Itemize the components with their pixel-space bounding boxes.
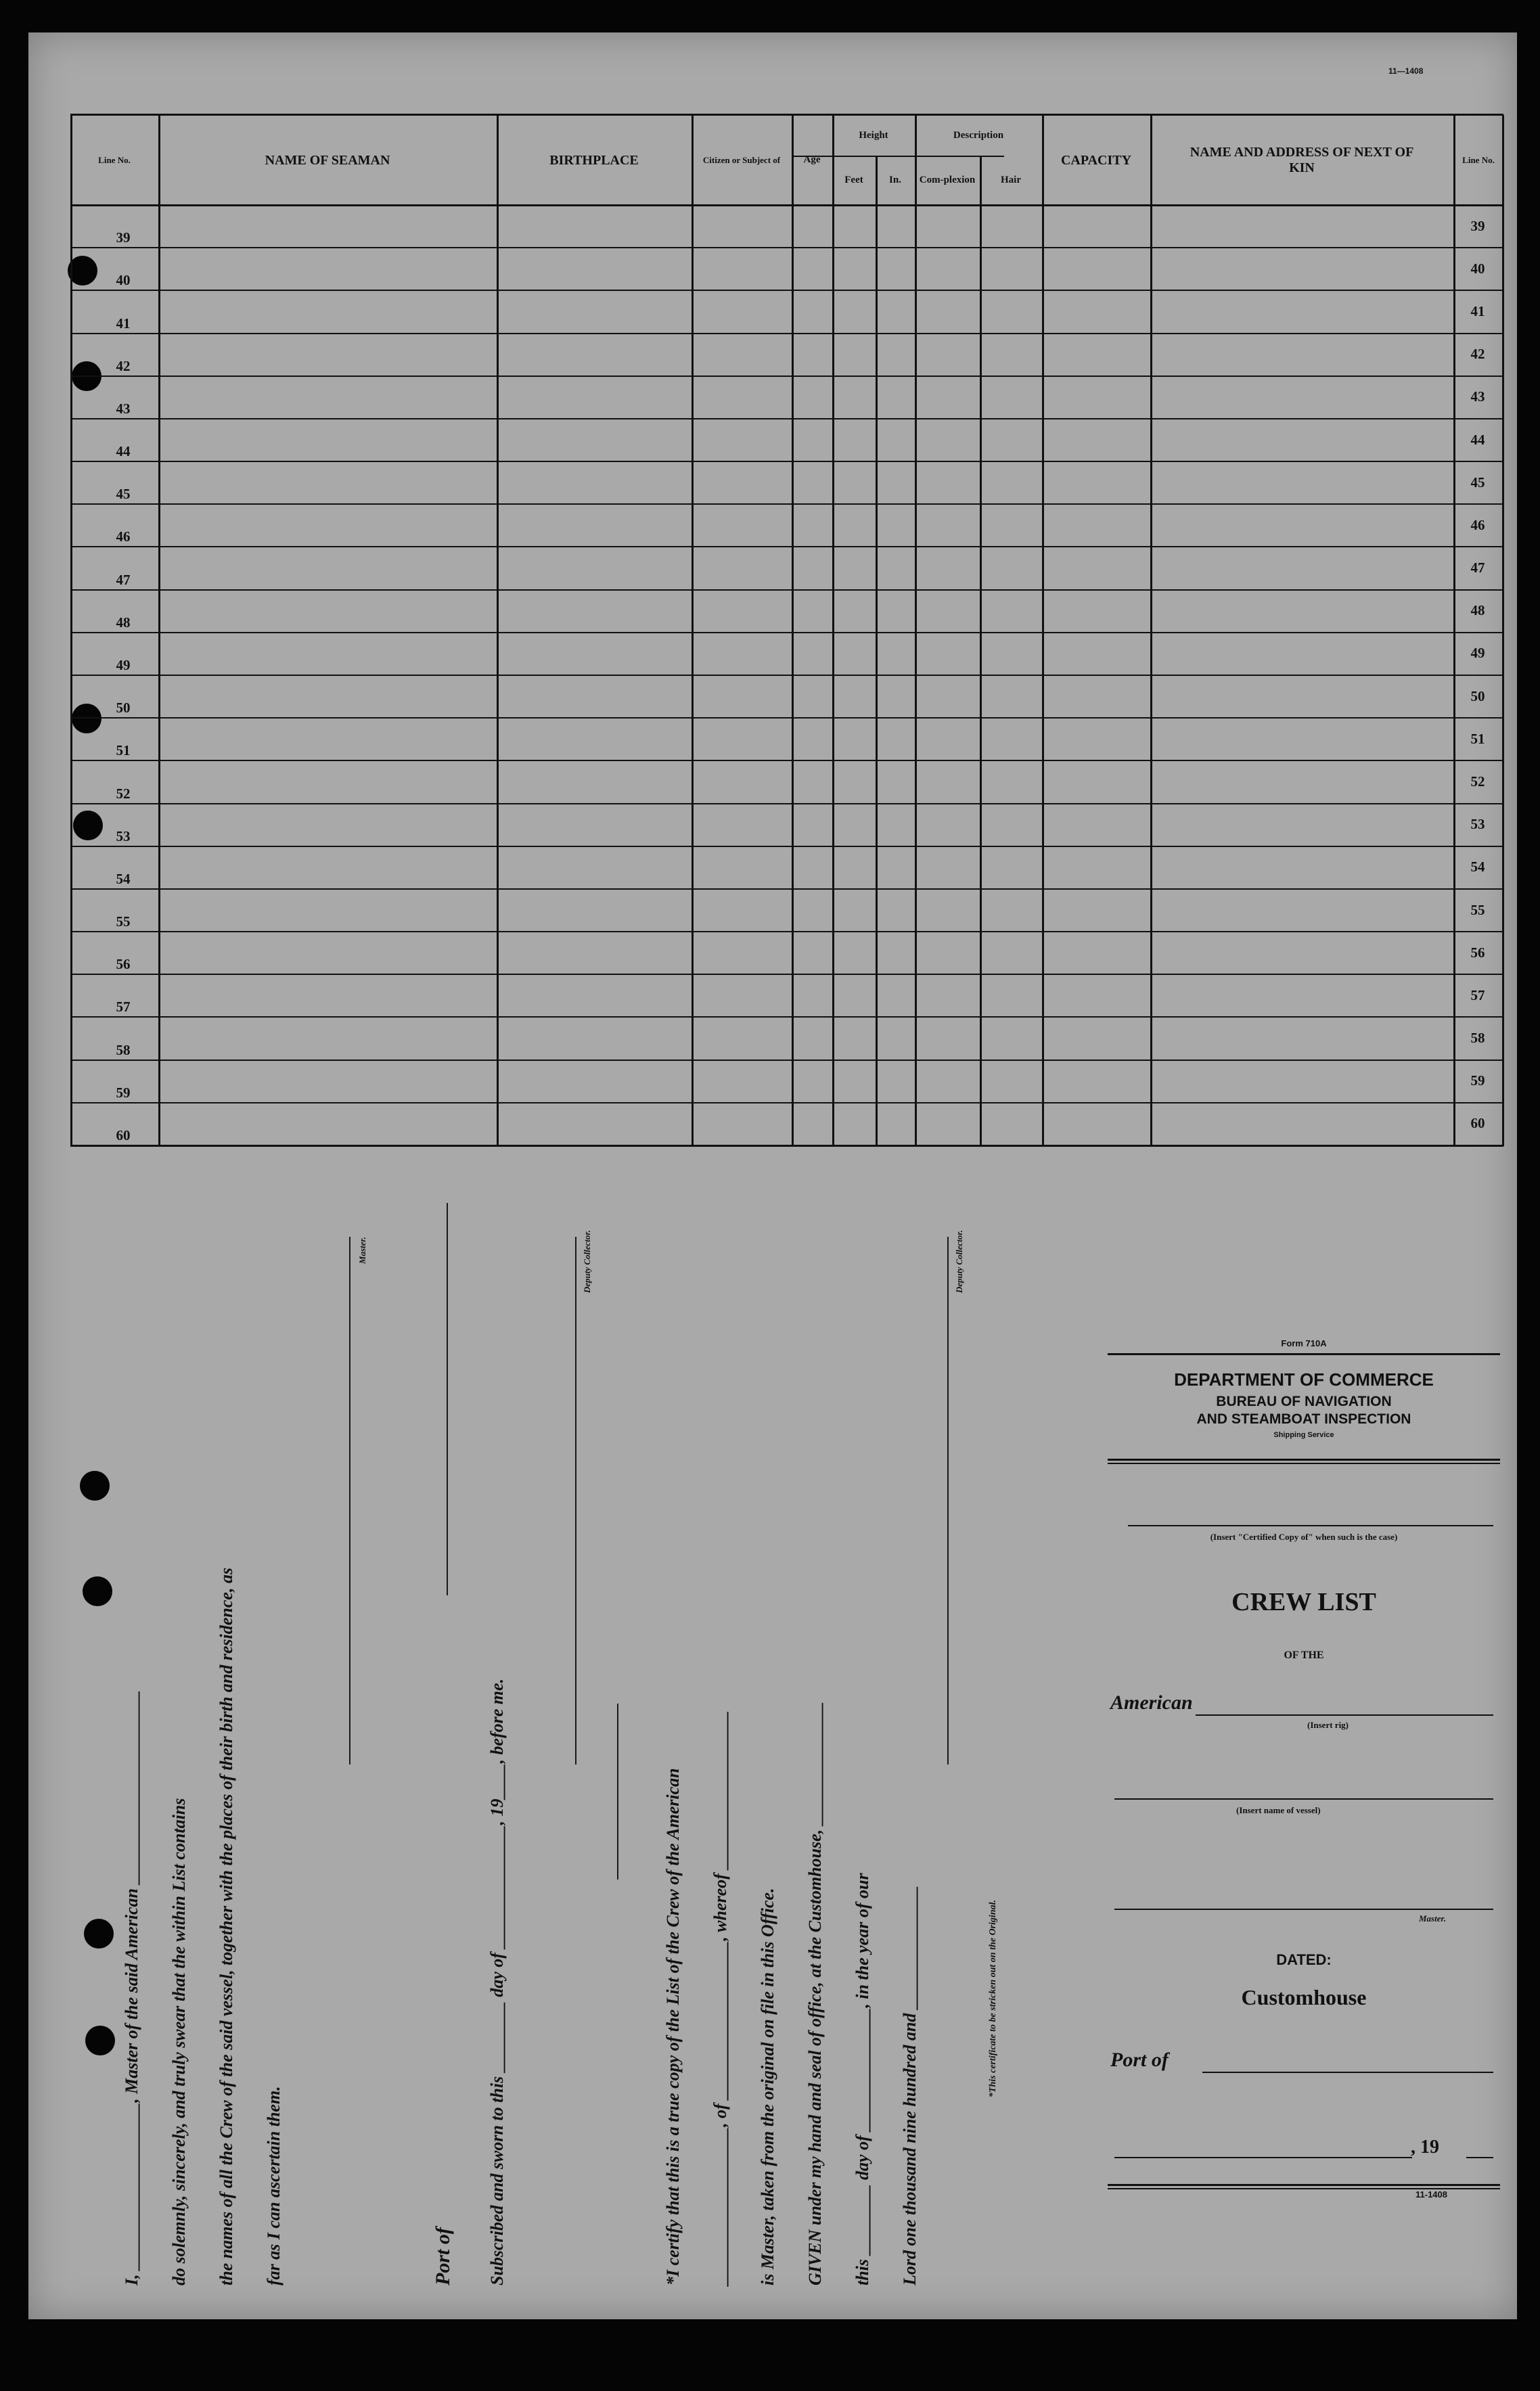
- line-number-left: 42: [116, 358, 131, 374]
- of-the-label: OF THE: [1284, 1649, 1324, 1661]
- date-line: [1114, 2157, 1412, 2158]
- line-number-left: 45: [116, 486, 131, 502]
- customhouse-label: Customhouse: [1241, 1985, 1367, 2009]
- row-rule: [70, 333, 1503, 334]
- line-number-right: 41: [1470, 303, 1485, 319]
- header-birthplace: BIRTHPLACE: [549, 152, 639, 168]
- port-of-line: [1202, 2072, 1493, 2073]
- master-name-line: [1114, 1909, 1493, 1910]
- row-rule: [70, 546, 1503, 547]
- header-line-no-right: Line No.: [1462, 154, 1495, 165]
- line-number-left: 59: [116, 1085, 131, 1101]
- line-number-right: 55: [1470, 902, 1485, 918]
- line-number-right: 39: [1470, 218, 1485, 234]
- given-text: GIVEN under my hand and seal of office, at the Customhouse, ______________: [805, 1702, 825, 2285]
- line-number-left: 49: [116, 657, 131, 673]
- line-number-right: 54: [1470, 859, 1485, 875]
- line-number-left: 56: [116, 956, 131, 972]
- form-code-top: 11—1408: [1388, 66, 1424, 76]
- header-complexion: Com-plexion: [919, 175, 976, 186]
- header-citizen: Citizen or Subject of: [702, 154, 781, 165]
- header-name-of-seaman: NAME OF SEAMAN: [265, 152, 390, 168]
- header-rule: [70, 204, 1503, 206]
- row-rule: [70, 1060, 1503, 1061]
- header-line-no: Line No.: [98, 154, 131, 165]
- panel-rule: [1108, 1353, 1500, 1355]
- column-rule: [70, 115, 72, 1146]
- row-rule: [70, 461, 1503, 462]
- line-number-right: 43: [1470, 388, 1485, 405]
- master-signature-line: [349, 1237, 350, 1764]
- insert-vessel-caption: (Insert name of vessel): [1236, 1805, 1321, 1815]
- line-number-right: 56: [1470, 944, 1485, 961]
- line-number-left: 51: [116, 742, 131, 758]
- line-number-right: 49: [1470, 645, 1485, 661]
- vessel-name-line: [1114, 1798, 1493, 1800]
- form-number: Form 710A: [1281, 1338, 1327, 1348]
- line-number-left: 57: [116, 999, 131, 1015]
- deputy-collector-label-2: Deputy Collector.: [954, 1230, 964, 1294]
- panel-rule: [1108, 1459, 1500, 1461]
- column-rule: [158, 115, 160, 1146]
- certify-text-3: is Master, taken from the original on file in this Office.: [758, 1888, 777, 2285]
- line-number-right: 52: [1470, 773, 1485, 790]
- line-number-right: 48: [1470, 602, 1485, 618]
- column-rule: [915, 115, 917, 1146]
- row-rule: [70, 717, 1503, 719]
- header-age: Age: [803, 154, 821, 166]
- row-rule: [70, 503, 1503, 505]
- american-label: American: [1110, 1691, 1193, 1714]
- subscribed-text: Subscribed and sworn to this ________ day of ______________, 19____, before me.: [487, 1678, 507, 2285]
- line-number-left: 50: [116, 700, 131, 716]
- port-of-label: Port of: [432, 2227, 454, 2285]
- column-rule: [1042, 115, 1044, 1146]
- line-number-left: 55: [116, 913, 131, 930]
- oath-col-3: the names of all the Crew of the said vessel, together with the places of their birth and residence, as: [217, 1568, 236, 2285]
- line-number-left: 53: [116, 828, 131, 844]
- line-number-left: 40: [116, 272, 131, 288]
- panel-rule: [1108, 1463, 1500, 1464]
- deputy-collector-line-2: [947, 1237, 949, 1764]
- column-rule: [792, 115, 794, 1146]
- line-number-right: 46: [1470, 517, 1485, 533]
- seal-line: [617, 1704, 618, 1880]
- line-number-left: 60: [116, 1127, 131, 1143]
- crew-list-title: CREW LIST: [1231, 1588, 1376, 1616]
- footnote: *This certificate to be stricken out on the Original.: [988, 1900, 998, 2098]
- line-number-right: 45: [1470, 474, 1485, 491]
- column-rule: [832, 115, 834, 1146]
- line-number-right: 59: [1470, 1072, 1485, 1089]
- line-number-left: 52: [116, 785, 131, 802]
- crew-table: [70, 81, 1503, 1146]
- deputy-collector-line-1: [575, 1237, 576, 1764]
- line-number-right: 40: [1470, 260, 1485, 277]
- column-rule: [980, 157, 982, 1146]
- certified-copy-line: [1128, 1525, 1493, 1526]
- header-inches: In.: [889, 175, 901, 186]
- insert-certified-caption: (Insert "Certified Copy of" when such is the case): [1210, 1532, 1398, 1542]
- this-day-text: this ________ day of ______________, in the year of our: [853, 1873, 872, 2285]
- row-rule: [70, 247, 1503, 248]
- oath-col-1: I, ___________________, Master of the said American ______________________: [122, 1690, 141, 2285]
- row-rule: [70, 290, 1503, 291]
- row-rule: [70, 931, 1503, 932]
- master-caption: Master.: [1419, 1913, 1447, 1923]
- certify-text-1: *I certify that this is a true copy of the List of the Crew of the American: [663, 1768, 683, 2285]
- line-number-left: 54: [116, 871, 131, 887]
- row-rule: [70, 675, 1503, 676]
- line-number-left: 44: [116, 443, 131, 459]
- line-number-right: 50: [1470, 688, 1485, 704]
- line-number-right: 60: [1470, 1115, 1485, 1131]
- row-rule: [70, 760, 1503, 761]
- line-number-right: 51: [1470, 731, 1485, 747]
- punch-hole: [80, 1471, 110, 1501]
- dated-label: DATED:: [1276, 1951, 1332, 1968]
- panel-rule: [1108, 2184, 1500, 2186]
- line-number-right: 47: [1470, 560, 1485, 576]
- row-rule: [70, 803, 1503, 804]
- year-line: [1466, 2157, 1493, 2158]
- line-number-left: 43: [116, 401, 131, 417]
- port-of-label: Port of: [1110, 2049, 1169, 2071]
- lord-text: Lord one thousand nine hundred and ______________: [900, 1886, 920, 2285]
- oath-col-2: do solemnly, sincerely, and truly swear that the within List contains: [169, 1798, 189, 2285]
- form-code-bottom: 11-1408: [1416, 2189, 1447, 2200]
- document-sheet: [28, 32, 1517, 2319]
- rig-line: [1196, 1714, 1493, 1716]
- header-capacity: CAPACITY: [1060, 152, 1132, 168]
- header-feet: Feet: [844, 175, 863, 186]
- line-number-right: 44: [1470, 432, 1485, 448]
- line-number-left: 39: [116, 229, 131, 246]
- row-rule: [70, 974, 1503, 975]
- master-label: Master.: [357, 1237, 367, 1265]
- bureau-line-2: AND STEAMBOAT INSPECTION: [1196, 1411, 1411, 1427]
- header-hair: Hair: [1001, 175, 1021, 186]
- insert-rig-caption: (Insert rig): [1307, 1720, 1349, 1730]
- line-number-right: 53: [1470, 816, 1485, 832]
- crew-list-cover-panel: [1108, 1338, 1500, 2211]
- line-number-left: 46: [116, 528, 131, 545]
- line-number-left: 47: [116, 572, 131, 588]
- line-number-right: 42: [1470, 346, 1485, 362]
- line-number-left: 41: [116, 315, 131, 332]
- oath-col-4: far as I can ascertain them.: [264, 2086, 284, 2285]
- column-rule: [692, 115, 694, 1146]
- header-height: Height: [859, 130, 888, 141]
- row-rule: [70, 1016, 1503, 1018]
- column-rule: [1150, 115, 1152, 1146]
- master-oath-section: [108, 1189, 998, 2285]
- row-rule: [70, 589, 1503, 591]
- header-next-of-kin: NAME AND ADDRESS OF NEXT OF KIN: [1190, 145, 1414, 175]
- line-number-left: 58: [116, 1042, 131, 1058]
- column-rule: [876, 157, 878, 1146]
- deputy-collector-label-1: Deputy Collector.: [582, 1230, 592, 1294]
- shipping-service: Shipping Service: [1273, 1431, 1334, 1439]
- port-of-line: [447, 1203, 448, 1595]
- header-description: Description: [953, 130, 1004, 141]
- line-number-left: 48: [116, 614, 131, 631]
- row-rule: [70, 888, 1503, 890]
- row-rule: [70, 418, 1503, 419]
- row-rule: [70, 632, 1503, 633]
- line-number-right: 58: [1470, 1030, 1485, 1046]
- year-prefix: , 19: [1411, 2137, 1439, 2158]
- row-rule: [70, 375, 1503, 377]
- department-title: DEPARTMENT OF COMMERCE: [1174, 1369, 1434, 1390]
- row-rule: [70, 1102, 1503, 1103]
- line-number-right: 57: [1470, 987, 1485, 1003]
- bureau-line-1: BUREAU OF NAVIGATION: [1216, 1394, 1392, 1409]
- certify-text-2: __________________, of __________________, whereof __________________: [710, 1710, 730, 2285]
- row-rule: [70, 846, 1503, 847]
- column-rule: [497, 115, 499, 1146]
